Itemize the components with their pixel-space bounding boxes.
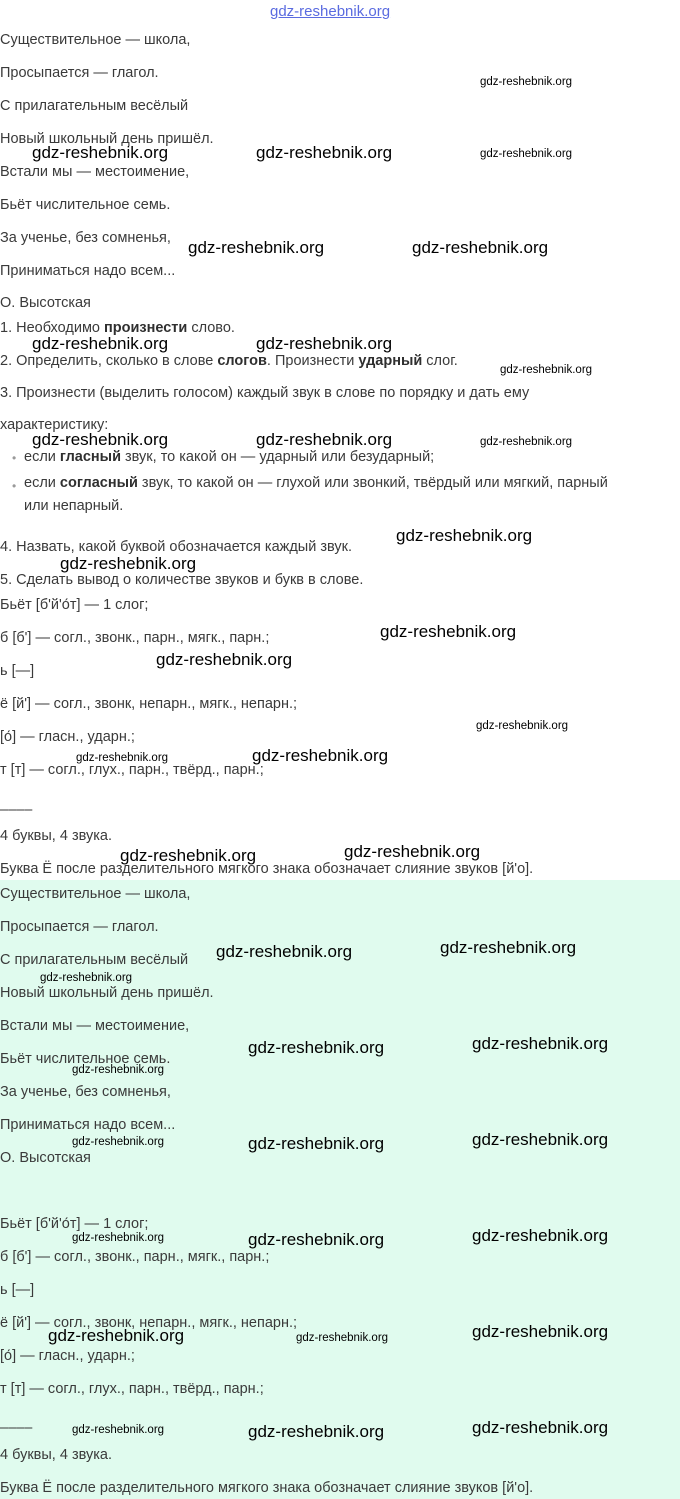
- analysis-line-4: ё [й'] — согл., звонк, непарн., мягк., непарн.;: [0, 696, 298, 712]
- bullet-consonant: если согласный звук, то какой он — глухой или звонкий, твёрдый или мягкий, парный или непарный.: [24, 475, 608, 514]
- watermark: gdz-reshebnik.org: [344, 842, 481, 861]
- analysis-line-1: Бьёт [б'й'о́т] — 1 слог;: [0, 597, 149, 613]
- bullet-dot-1: •: [12, 451, 17, 465]
- poem2-line-5: Встали мы — местоимение,: [0, 1018, 190, 1034]
- analysis2-line-3: ь [—]: [0, 1282, 35, 1298]
- poem2-line-7: За ученье, без сомненья,: [0, 1084, 171, 1100]
- poem-line-3: С прилагательным весёлый: [0, 98, 189, 114]
- watermark: gdz-reshebnik.org: [256, 143, 393, 162]
- watermark: gdz-reshebnik.org: [296, 1332, 389, 1344]
- watermark: gdz-reshebnik.org: [188, 238, 325, 257]
- analysis2-line-4: ё [й'] — согл., звонк, непарн., мягк., непарн.;: [0, 1315, 298, 1331]
- analysis-line-6: т [т] — согл., глух., парн., твёрд., парн.;: [0, 762, 264, 778]
- poem2-author: О. Высотская: [0, 1150, 91, 1166]
- watermark: gdz-reshebnik.org: [248, 1038, 385, 1057]
- bullet-vowel: если гласный звук, то какой он — ударный или безударный;: [24, 449, 435, 465]
- watermark: gdz-reshebnik.org: [32, 143, 169, 162]
- watermark: gdz-reshebnik.org: [76, 752, 169, 764]
- analysis-line-7: ––––: [0, 802, 33, 818]
- poem-line-5: Встали мы — местоимение,: [0, 164, 190, 180]
- watermark: gdz-reshebnik.org: [72, 1232, 165, 1244]
- watermark: gdz-reshebnik.org: [32, 430, 169, 449]
- site-header-link[interactable]: gdz-reshebnik.org: [270, 3, 391, 20]
- step-3: 3. Произнести (выделить голосом) каждый звук в слове по порядку и дать ему характеристику:: [0, 385, 530, 433]
- watermark: gdz-reshebnik.org: [72, 1064, 165, 1076]
- step-5: 5. Сделать вывод о количестве звуков и букв в слове.: [0, 572, 364, 588]
- watermark: gdz-reshebnik.org: [472, 1226, 609, 1245]
- poem2-line-6: Бьёт числительное семь.: [0, 1051, 171, 1067]
- watermark: gdz-reshebnik.org: [480, 436, 573, 448]
- watermark: gdz-reshebnik.org: [248, 1422, 385, 1441]
- watermark: gdz-reshebnik.org: [252, 746, 389, 765]
- watermark: gdz-reshebnik.org: [472, 1034, 609, 1053]
- poem-line-8: Приниматься надо всем...: [0, 263, 176, 279]
- watermark: gdz-reshebnik.org: [40, 972, 133, 984]
- analysis-line-5: [о́] — гласн., ударн.;: [0, 729, 135, 745]
- step-1: 1. Необходимо произнести слово.: [0, 320, 235, 336]
- watermark: gdz-reshebnik.org: [216, 942, 353, 961]
- watermark: gdz-reshebnik.org: [412, 238, 549, 257]
- poem2-line-3: С прилагательным весёлый: [0, 952, 189, 968]
- step-4: 4. Назвать, какой буквой обозначается каждый звук.: [0, 539, 352, 555]
- poem2-line-4: Новый школьный день пришёл.: [0, 985, 214, 1001]
- analysis-line-9: Буква Ё после разделительного мягкого знака обозначает слияние звуков [й'о].: [0, 861, 534, 877]
- analysis-line-8: 4 буквы, 4 звука.: [0, 828, 112, 844]
- analysis2-line-1: Бьёт [б'й'о́т] — 1 слог;: [0, 1216, 149, 1232]
- poem-line-4: Новый школьный день пришёл.: [0, 131, 214, 147]
- watermark: gdz-reshebnik.org: [60, 554, 197, 573]
- watermark: gdz-reshebnik.org: [480, 76, 573, 88]
- watermark: gdz-reshebnik.org: [120, 846, 257, 865]
- watermark: gdz-reshebnik.org: [48, 1326, 185, 1345]
- watermark: gdz-reshebnik.org: [72, 1136, 165, 1148]
- watermark: gdz-reshebnik.org: [156, 650, 293, 669]
- watermark: gdz-reshebnik.org: [440, 938, 577, 957]
- analysis2-line-9: Буква Ё после разделительного мягкого знака обозначает слияние звуков [й'о].: [0, 1480, 534, 1496]
- poem-line-7: За ученье, без сомненья,: [0, 230, 171, 246]
- watermark: gdz-reshebnik.org: [472, 1130, 609, 1149]
- watermark: gdz-reshebnik.org: [248, 1134, 385, 1153]
- poem2-line-8: Приниматься надо всем...: [0, 1117, 176, 1133]
- watermark: gdz-reshebnik.org: [396, 526, 533, 545]
- watermark: gdz-reshebnik.org: [500, 364, 593, 376]
- watermark: gdz-reshebnik.org: [72, 1424, 165, 1436]
- watermark: gdz-reshebnik.org: [32, 334, 169, 353]
- poem-line-1: Существительное — школа,: [0, 32, 191, 48]
- watermark: gdz-reshebnik.org: [472, 1322, 609, 1341]
- watermark: gdz-reshebnik.org: [476, 720, 569, 732]
- analysis2-line-8: 4 буквы, 4 звука.: [0, 1447, 112, 1463]
- watermark: gdz-reshebnik.org: [472, 1418, 609, 1437]
- poem2-line-2: Просыпается — глагол.: [0, 919, 159, 935]
- watermark: gdz-reshebnik.org: [380, 622, 517, 641]
- watermark: gdz-reshebnik.org: [480, 148, 573, 160]
- analysis-line-3: ь [—]: [0, 663, 35, 679]
- watermark: gdz-reshebnik.org: [256, 430, 393, 449]
- poem-author: О. Высотская: [0, 295, 91, 311]
- poem-line-2: Просыпается — глагол.: [0, 65, 159, 81]
- analysis2-line-5: [о́] — гласн., ударн.;: [0, 1348, 135, 1364]
- watermark: gdz-reshebnik.org: [248, 1230, 385, 1249]
- watermark: gdz-reshebnik.org: [256, 334, 393, 353]
- poem2-line-1: Существительное — школа,: [0, 886, 191, 902]
- step-2: 2. Определить, сколько в слове слогов. Произнести ударный слог.: [0, 353, 458, 369]
- poem-line-6: Бьёт числительное семь.: [0, 197, 171, 213]
- bullet-dot-2: •: [12, 479, 17, 493]
- analysis2-line-2: б [б'] — согл., звонк., парн., мягк., парн.;: [0, 1249, 270, 1265]
- analysis-line-2: б [б'] — согл., звонк., парн., мягк., парн.;: [0, 630, 270, 646]
- analysis2-line-7: ––––: [0, 1420, 33, 1436]
- analysis2-line-6: т [т] — согл., глух., парн., твёрд., парн.;: [0, 1381, 264, 1397]
